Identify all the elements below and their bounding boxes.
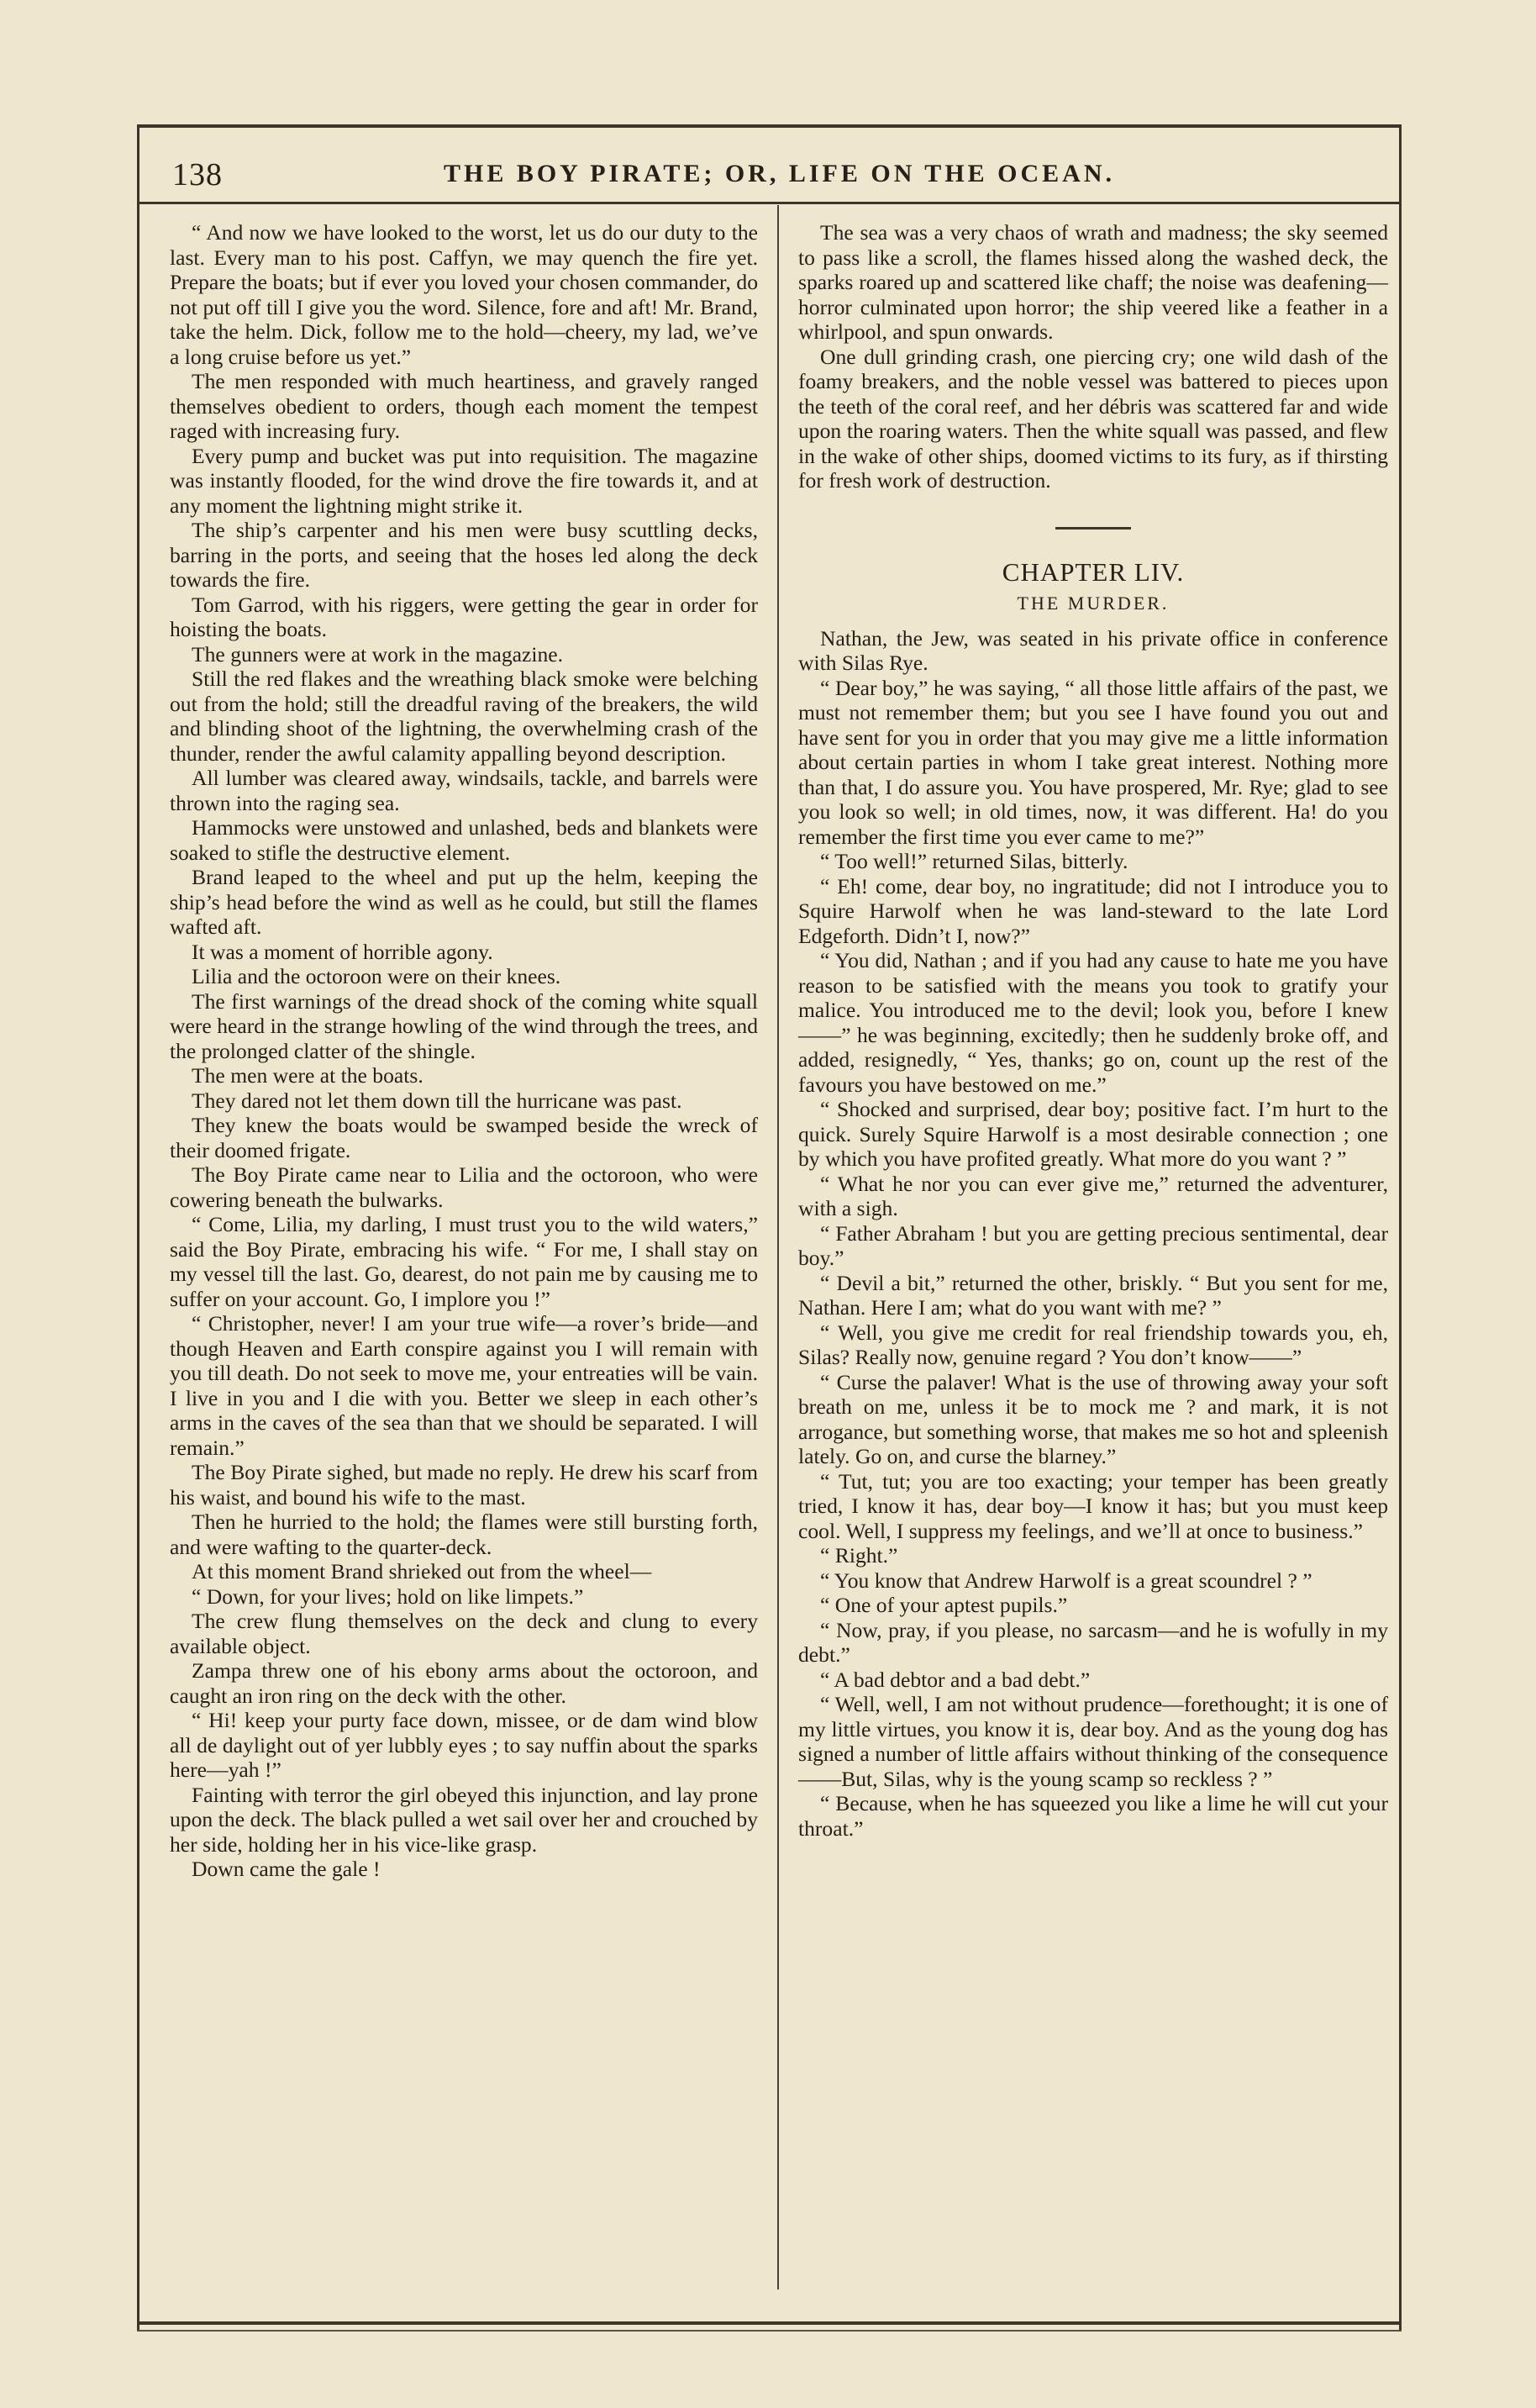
paragraph: They dared not let them down till the hurricane was past. [192, 1088, 682, 1113]
chapter-subtitle: THE MURDER. [1017, 593, 1170, 614]
page-number: 138 [172, 157, 223, 192]
paragraph: “ Dear boy,” he was saying, “ all those little affairs of the past, we must not remember them; but you see I have found you out and have sent for you in order that you may give me a little information about certain parties in whom I take great interest. Nothing more than that, I do assure you. You have prospered, Mr. Rye; glad to see you look so well; in old times, now, it was different. Ha! do you remember the first time you ever came to me?” [798, 675, 1388, 849]
paragraph: “ Down, for your lives; hold on like limpets.” [192, 1583, 584, 1609]
paragraph: The sea was a very chaos of wrath and madness; the sky seemed to pass like a scroll, the flames hissed along the washed deck, the sparks roared up and scattered like chaff; the noise was deafening—horror culminated upon horror; the ship veered like a feather in a whirlpool, and spun onwards. [798, 220, 1388, 344]
paragraph: Zampa threw one of his ebony arms about the octoroon, and caught an iron ring on the deck with the other. [170, 1658, 758, 1708]
paragraph: Still the red flakes and the wreathing black smoke were belching out from the hold; still the dreadful raving of the breakers, the wild and blinding shoot of the lightning, the overwhelming crash of the thunder, render the awful calamity appalling beyond description. [170, 667, 758, 766]
paragraph: The crew flung themselves on the deck and clung to every available object. [170, 1609, 758, 1658]
paragraph: Every pump and bucket was put into requisition. The magazine was instantly flooded, for the wind drove the fire towards it, and at any moment the lightning might strike it. [170, 443, 758, 518]
bottom-rule [137, 2321, 1402, 2325]
paragraph: The Boy Pirate came near to Lilia and the octoroon, who were cowering beneath the bulwarks. [170, 1162, 758, 1212]
paragraph: “ A bad debtor and a bad debt.” [820, 1667, 1091, 1692]
paragraph: “ Shocked and surprised, dear boy; positive fact. I’m hurt to the quick. Surely Squire Harwolf is a most desirable connection ; one by which you have profited greatly. What more do you want ? ” [798, 1097, 1388, 1171]
paragraph: “ You know that Andrew Harwolf is a great scoundrel ? ” [820, 1568, 1312, 1593]
column-divider [777, 205, 779, 2289]
paragraph: Then he hurried to the hold; the flames were still bursting forth, and were wafting to the quarter-deck. [170, 1510, 758, 1559]
paragraph: “ Devil a bit,” returned the other, briskly. “ But you sent for me, Nathan. Here I am; what do you want with me? ” [798, 1270, 1388, 1320]
paragraph: It was a moment of horrible agony. [192, 939, 493, 964]
paragraph: “ You did, Nathan ; and if you had any cause to hate me you have reason to be satisfied with the means you took to gratify your malice. You introduced me to the devil; look you, before I knew——” he was beginning, excitedly; then he suddenly broke off, and added, resignedly, “ Yes, thanks; go on, count up the rest of the favours you have bestowed on me.” [798, 948, 1388, 1097]
right-column [798, 220, 1388, 1841]
paragraph: Tom Garrod, with his riggers, were getting the gear in order for hoisting the boats. [170, 592, 758, 641]
paragraph: “ What he nor you can ever give me,” returned the adventurer, with a sigh. [798, 1171, 1388, 1220]
paragraph: The ship’s carpenter and his men were busy scuttling decks, barring in the ports, and seeing that the hoses led along the deck towards the fire. [170, 518, 758, 592]
bottom-rule-thin [137, 2330, 1402, 2332]
paragraph: “ Right.” [820, 1543, 898, 1568]
paragraph: The gunners were at work in the magazine. [192, 641, 564, 667]
paragraph: Nathan, the Jew, was seated in his private office in conference with Silas Rye. [798, 625, 1388, 675]
paragraph: Lilia and the octoroon were on their knees. [192, 964, 561, 988]
paragraph: The first warnings of the dread shock of the coming white squall were heard in the strange howling of the wind through the trees, and the prolonged clatter of the shingle. [170, 988, 758, 1063]
paragraph: “ Because, when he has squeezed you like a lime he will cut your throat.” [798, 1791, 1388, 1841]
paragraph: They knew the boats would be swamped beside the wreck of their doomed frigate. [170, 1113, 758, 1162]
paragraph: “ Curse the palaver! What is the use of throwing away your soft breath on me, unless it be to mock me ? and mark, it is not arrogance, but something worse, that makes me so hot and spleenish lately. Go on, and curse the blarney.” [798, 1369, 1388, 1468]
paragraph: “ Tut, tut; you are too exacting; your temper has been greatly tried, I know it has, dear boy—I know it has; but you must keep cool. Well, I suppress my feelings, and we’ll at once to business.” [798, 1468, 1388, 1543]
header-rule [137, 202, 1402, 204]
section-divider [1055, 527, 1131, 530]
paragraph: “ Christopher, never! I am your true wife—a rover’s bride—and though Heaven and Earth conspire against you I will remain with you till death. Do not seek to move me, your entreaties will be vain. I live in you and I die with you. Better we sleep in each other’s arms in the caves of the sea than that we should be separated. I will remain.” [170, 1311, 758, 1460]
paragraph: Fainting with terror the girl obeyed this injunction, and lay prone upon the deck. The black pulled a wet sail over her and crouched by her side, holding her in his vice-like grasp. [170, 1782, 758, 1857]
chapter-title: CHAPTER LIV. [1002, 556, 1185, 587]
paragraph: “ One of your aptest pupils.” [820, 1593, 1068, 1617]
paragraph: The men were at the boats. [192, 1063, 423, 1088]
left-column [170, 220, 758, 1882]
running-title: THE BOY PIRATE; OR, LIFE ON THE OCEAN. [443, 160, 1116, 187]
paragraph: “ Eh! come, dear boy, no ingratitude; did not I introduce you to Squire Harwolf when he was land-steward to the late Lord Edgeforth. Didn’t I, now?” [798, 873, 1388, 948]
paragraph: “ Come, Lilia, my darling, I must trust you to the wild waters,” said the Boy Pirate, embracing his wife. “ For me, I shall stay on my vessel till the last. Go, dearest, do not pain me by causing me to suffer on your account. Go, I implore you !” [170, 1212, 758, 1311]
paragraph: “ Father Abraham ! but you are getting precious sentimental, dear boy.” [798, 1220, 1388, 1270]
paragraph: One dull grinding crash, one piercing cry; one wild dash of the foamy breakers, and the noble vessel was battered to pieces upon the teeth of the coral reef, and her débris was scattered far and wide upon the roaring waters. Then the white squall was passed, and flew in the wake of other ships, doomed victims to its fury, as if thirsting for fresh work of destruction. [798, 344, 1388, 493]
paragraph: Hammocks were unstowed and unlashed, beds and blankets were soaked to stifle the destructive element. [170, 815, 758, 865]
paragraph: The Boy Pirate sighed, but made no reply. He drew his scarf from his waist, and bound his wife to the mast. [170, 1460, 758, 1510]
paragraph: “ And now we have looked to the worst, let us do our duty to the last. Every man to his post. Caffyn, we may quench the fire yet. Prepare the boats; but if ever you loved your chosen commander, do not put off till I give you the word. Silence, fore and aft! Mr. Brand, take the helm. Dick, follow me to the hold—cheery, my lad, we’ve a long cruise before us yet.” [170, 220, 758, 369]
paragraph: All lumber was cleared away, windsails, tackle, and barrels were thrown into the raging sea. [170, 766, 758, 815]
paragraph: “ Hi! keep your purty face down, missee, or de dam wind blow all de daylight out of yer lubbly eyes ; to say nuffin about the sparks here—yah !” [170, 1708, 758, 1782]
page-header [172, 156, 1386, 200]
paragraph: “ Too well!” returned Silas, bitterly. [820, 849, 1128, 873]
paragraph: “ Well, you give me credit for real friendship towards you, eh, Silas? Really now, genuine regard ? You don’t know——” [798, 1320, 1388, 1369]
paragraph: “ Now, pray, if you please, no sarcasm—and he is wofully in my debt.” [798, 1617, 1388, 1667]
paragraph: At this moment Brand shrieked out from the wheel— [192, 1559, 652, 1583]
paragraph: “ Well, well, I am not without prudence—forethought; it is one of my little virtues, you know it is, dear boy. And as the young dog has signed a number of little affairs without thinking of the consequence——But, Silas, why is the young scamp so reckless ? ” [798, 1692, 1388, 1791]
paragraph: Brand leaped to the wheel and put up the helm, keeping the ship’s head before the wind as well as he could, but still the flames wafted aft. [170, 865, 758, 939]
paragraph: Down came the gale ! [192, 1857, 381, 1881]
paragraph: The men responded with much heartiness, and gravely ranged themselves obedient to orders, though each moment the tempest raged with increasing fury. [170, 369, 758, 443]
